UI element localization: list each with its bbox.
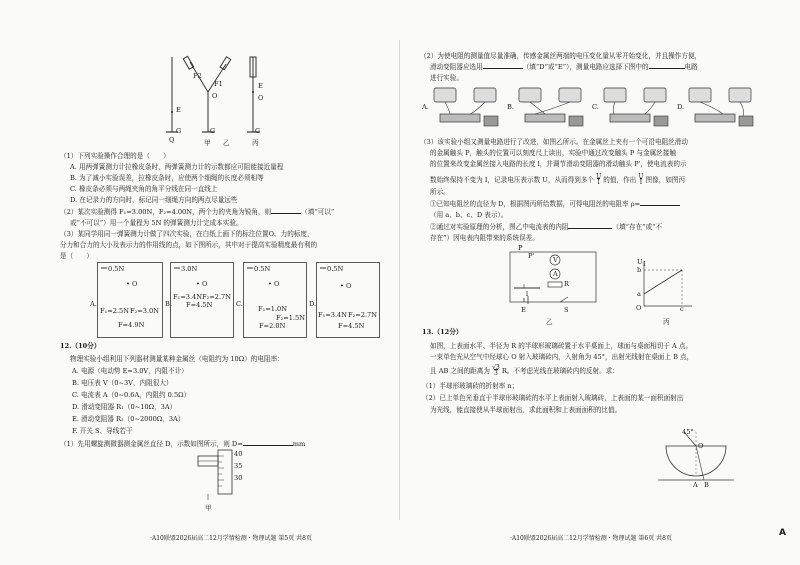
- q12-sub3-1-text: ①已知电阻丝的直径为 D，根据图丙所给数据，可得电阻丝的电阻率 ρ=: [430, 200, 641, 208]
- label-e-bing: E: [258, 82, 263, 90]
- q12-intro: 物理实验小组利用下列器材测量某种金属丝（电阻约为 10Ω）的电阻率：: [70, 355, 284, 363]
- label-e-jia: E: [176, 106, 181, 114]
- left-footer: ·A10联盟2026届高二12月学情检测 · 物理试题 第5页 共8页: [150, 535, 312, 542]
- label-f2: F2: [193, 72, 202, 80]
- panel-d-f: F=4.5N: [338, 322, 365, 330]
- panel-c-f2: F₂=1.5N: [276, 314, 305, 322]
- fraction-bottom-2: I: [639, 179, 643, 186]
- panel-c-f: F=2.0N: [259, 322, 286, 330]
- label-f1: F1: [214, 80, 223, 88]
- q12-sub3-line1: （3）该实验小组又测量电路进行了改进，如图乙所示。在金属丝上夹有一个可沿电阻丝滑动: [420, 138, 688, 146]
- micrometer-tick-35: 35: [234, 462, 243, 470]
- panel-a-f: F=4.9N: [118, 321, 145, 329]
- q11-sub2-hint: （填“可以”: [301, 208, 335, 216]
- q12-item-e: E. 滑动变阻器 R₂（0~2000Ω，3A）: [72, 415, 185, 423]
- q12-sub3-line4c: 图像，如图丙: [645, 176, 686, 184]
- q12-sub3-line5: 所示。: [430, 188, 450, 196]
- q12-sub1-blank[interactable]: [243, 445, 293, 446]
- circuit-v: V: [553, 256, 558, 264]
- angle-label: 45°: [682, 428, 694, 436]
- circuit-a-image: [430, 84, 502, 132]
- q12-sub2-blank1[interactable]: [483, 68, 523, 69]
- q13-line2: 一束单色光从空气中经球心 O 射入玻璃砖内，入射角为 45°，出射光线射在桌面上 B 点，: [430, 353, 694, 361]
- q12-item-d: D. 滑动变阻器 R₁（0~10Ω，3A）: [72, 403, 177, 411]
- q12-sub3-2-text: ②通过对实验原理的分析，图乙中电流表的内阻: [430, 223, 569, 231]
- q12-sub3-line3: 的位置来改变金属丝接入电路的长度 l，并调节滑动变阻器的滑动触头 P'，使电流表的示: [430, 160, 687, 168]
- circuit-p: P: [518, 244, 523, 252]
- label-bing: 丙: [252, 139, 259, 147]
- fraction-u-over-i-2: [638, 174, 643, 186]
- q12-sub3-1: [430, 200, 680, 209]
- label-q: Q: [169, 136, 175, 144]
- force-apparatus-figure: [160, 52, 270, 152]
- panel-b-f: F=4.5N: [186, 301, 213, 309]
- corner-mark: A: [779, 528, 786, 538]
- q12-sub1-unit: mm: [292, 440, 306, 448]
- panel-c-f1: F₁=1.0N: [258, 305, 287, 313]
- fraction-u-over-i: [596, 174, 601, 186]
- q12-item-c: C. 电流表 A（0~0.6A，内阻约 0.5Ω）: [72, 391, 191, 399]
- micrometer-tick-40: 40: [234, 450, 243, 458]
- q12-sub2-line2: [430, 63, 698, 72]
- graph-axis-i: I: [643, 260, 646, 268]
- label-yi: 乙: [223, 139, 230, 147]
- label-g-yi: G: [210, 127, 216, 135]
- point-b-label: B: [704, 481, 709, 489]
- panel-c-label: C.: [236, 300, 243, 308]
- q12-sub1-text: （1）先用螺旋测微器测金属丝直径 D，示数如图所示，则 D=: [60, 440, 243, 448]
- q12-item-f: F. 开关 S、导线若干: [72, 427, 133, 435]
- q12-sub2-mid: （填“D”或“E”），测量电路应选择下图中的: [522, 63, 649, 71]
- fraction-bottom: I: [597, 179, 600, 186]
- q12-sub3-line4b: 的值，作出: [603, 176, 637, 184]
- q12-sub2: （2）为使电阻的测量值尽量准确，传感金属丝两端的电压变化量从零开始变化，并且操作方便，: [420, 52, 702, 60]
- q12-number: 12.（10分）: [60, 342, 101, 350]
- q11-sub3-line2: 分力和合力的大小及表示力的作用线的点，如下图所示，其中对于提高实验精度最有利的: [60, 241, 318, 249]
- q13-fraction-bottom: 3: [493, 370, 498, 377]
- q13-line1: 如图，上表面水平、半径为 R 的半球形玻璃砖置于水平桌面上，球面与桌面相切于 A 点。: [430, 342, 693, 350]
- q12-sub3-line2: 的金属触头 P，触头的位置可以刻度尺上读出，实验中通过改变触头 P 与金属丝接触: [430, 149, 676, 157]
- panel-a-scale: 0.5N: [108, 265, 125, 273]
- circuit-e: E: [521, 306, 526, 314]
- panel-c-o: • O: [268, 280, 280, 288]
- label-o-yi: O: [212, 92, 218, 100]
- circuit-c-image: [600, 84, 672, 132]
- graph-a: a: [637, 290, 641, 298]
- circuit-yi-label: 乙: [546, 318, 553, 326]
- point-a-label: A: [693, 481, 698, 489]
- circuit-d-label: D.: [677, 103, 685, 111]
- circuit-b-image: [515, 84, 587, 132]
- panel-d-scale: 0.5N: [327, 265, 344, 273]
- q13-number: 13.（12分）: [422, 328, 463, 336]
- circuit-a: A: [553, 270, 558, 278]
- circuit-c-label: C.: [592, 103, 599, 111]
- q12-sub3-2-blank[interactable]: [568, 228, 612, 229]
- q11-sub2-cont: 或“不可以”）用一个量程为 5N 的弹簧测力计完成本实验。: [70, 219, 243, 227]
- q11-sub2-blank[interactable]: [271, 213, 301, 214]
- panel-d-label: D.: [309, 300, 317, 308]
- panel-d-f1: F₁=3.4N: [318, 311, 347, 319]
- q12-sub1: [60, 440, 305, 449]
- q13-fraction: [492, 365, 500, 377]
- fraction-top: U: [596, 173, 602, 180]
- panel-b-f1: F₁=3.4N: [173, 293, 202, 301]
- q12-sub3-1-blank[interactable]: [640, 205, 680, 206]
- q12-sub2-line3: 进行实验。: [430, 74, 463, 82]
- q11-option-a: A. 用两弹簧测力计拉橡皮条时，两弹簧测力计的示数都应可阻能接近量程: [70, 163, 284, 171]
- circuit-pprime: P': [528, 252, 535, 260]
- panel-b-f2: F₂=2.7N: [202, 293, 231, 301]
- panel-b-o: • O: [196, 280, 208, 288]
- q13-fraction-top: √3: [492, 364, 500, 371]
- label-g-bing: G: [255, 127, 261, 135]
- panel-a-o: • O: [126, 280, 138, 288]
- q12-sub3-1-note: （用 a、b、c、D 表示）。: [430, 211, 508, 219]
- panel-a-label: A.: [90, 300, 97, 308]
- panel-b-label: B.: [165, 300, 172, 308]
- circuit-s: S: [564, 306, 569, 314]
- label-jia: 甲: [204, 139, 211, 147]
- micrometer-tick-30: 30: [234, 474, 243, 482]
- q11-sub3-line3: 是（ ）: [60, 252, 93, 260]
- q12-sub2-blank2[interactable]: [649, 68, 685, 69]
- q12-sub3-line4a: 数始终保持不变为 I，记录电压表示数 U，从而得到多个: [430, 176, 595, 184]
- q12-sub3-2: [430, 223, 662, 232]
- fraction-top-2: U: [638, 173, 644, 180]
- q12-item-b: B. 电压表 V（0~3V，内阻很大）: [72, 379, 173, 387]
- circuit-r: R: [564, 280, 569, 288]
- q13-sub1: （1）半球形玻璃砖的折射率 n；: [422, 382, 519, 390]
- graph-c: c: [680, 305, 684, 313]
- right-footer: ·A10联盟2026届高二12月学情检测 · 物理试题 第6页 共8页: [510, 535, 672, 542]
- label-o-bing: O: [258, 94, 264, 102]
- q12-sub3-2-hint: （填“存在”或“不: [612, 223, 663, 231]
- q12-sub3-2-cont: 存在”）因电表内阻带来的系统误差。: [430, 234, 539, 242]
- q11-sub2: [60, 208, 334, 217]
- graph-origin: O: [636, 304, 642, 312]
- q13-sub2-a: （2）已上单色光垂直于半球形玻璃砖的水平上表面射入玻璃砖，上表面的某一面积面射出: [422, 394, 684, 402]
- panel-d-o: • O: [340, 282, 352, 290]
- micrometer-mark: 甲: [205, 504, 212, 512]
- graph-bing-label: 丙: [663, 318, 670, 326]
- q12-item-a: A. 电源（电动势 E=3.0V，内阻不计）: [72, 367, 188, 375]
- circuit-l: l: [526, 290, 529, 298]
- q11-sub2-text: （2）某次实验测得 F₁=3.00N，F₂=4.00N，两个力的夹角为锐角，则: [60, 208, 272, 216]
- q13-sub2-b: 为光线，能直接使从半球面射出，求此面积和上表面面积的比值。: [430, 406, 622, 414]
- circuit-d-image: [685, 84, 757, 132]
- panel-d-f2: F₂=2.7N: [348, 311, 377, 319]
- q11-option-c: C. 橡皮条必须与两绳夹角的角平分线在同一直线上: [70, 185, 218, 193]
- q12-sub2-end: 电路: [684, 63, 698, 71]
- panel-b-scale: 3.0N: [181, 265, 198, 273]
- q13-line3-a: 且 AB 之间的距离为: [430, 367, 490, 375]
- q11-option-b: B. 为了减小实验误差，拉橡皮条时，应使两个细绳的长度必须相等: [70, 174, 264, 182]
- q11-option-d: D. 在记录力的方向时，标记同一细绳方向的两点尽量远些: [70, 196, 238, 204]
- q13-line3: [430, 365, 619, 377]
- q12-sub3-line4: [430, 174, 685, 186]
- label-g-jia: G: [176, 127, 182, 135]
- center-o-label: O: [698, 442, 704, 450]
- graph-b: b: [637, 266, 642, 274]
- q11-sub1: （1）下列实验操作合理的是（ ）: [60, 152, 170, 160]
- circuit-a-label: A.: [422, 103, 429, 111]
- panel-a-f2: F₂=3.0N: [130, 307, 159, 315]
- circuit-b-label: B.: [507, 103, 514, 111]
- q12-sub2-text: 滑动变阻器应选用: [430, 63, 483, 71]
- q13-line3-b: R。不考虑光线在玻璃砖内的反射。求：: [501, 367, 619, 375]
- graph-axis-u: U: [637, 258, 643, 266]
- q11-sub3: （3）某同学用同一弹簧测力计做了四次实验，在白纸上画下的标注位置O、力的标度，: [60, 230, 314, 238]
- panel-c-scale: 0.5N: [254, 265, 271, 273]
- panel-a-f1: F₁=2.5N: [100, 307, 129, 315]
- right-page: [400, 0, 800, 565]
